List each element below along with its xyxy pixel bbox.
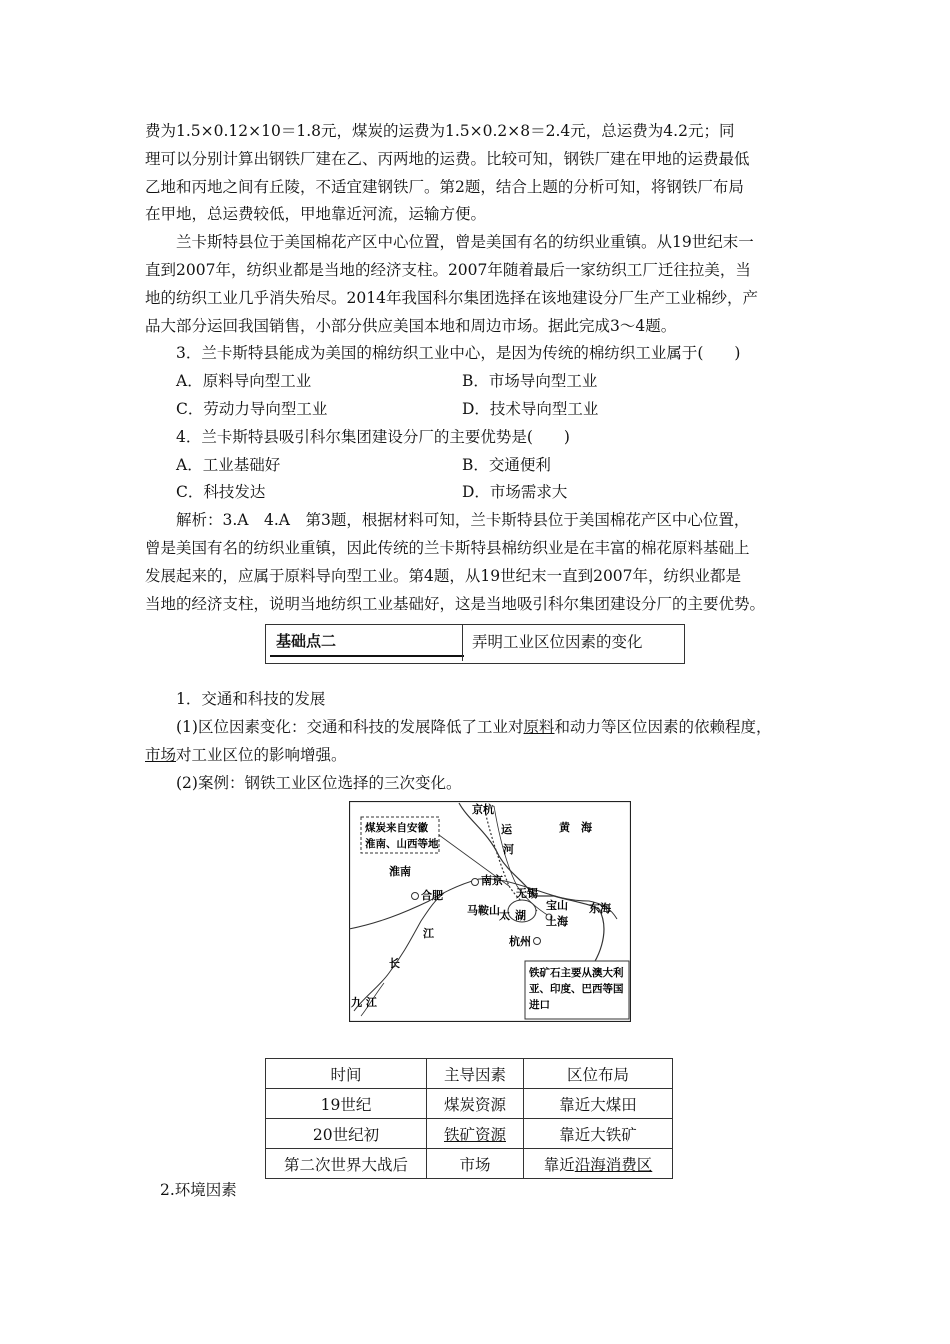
table-cell: 靠近大煤田 bbox=[524, 1089, 673, 1119]
coal-box-line2: 淮南、山西等地 bbox=[365, 838, 439, 850]
label-tai: 太 bbox=[499, 909, 510, 922]
question-4-options-row2 bbox=[145, 479, 805, 507]
label-donghai: 东海 bbox=[589, 902, 611, 915]
label-he: 河 bbox=[503, 843, 514, 856]
paragraph-line: 品大部分运回我国销售，小部分供应美国本地和周边市场。据此完成3～4题。 bbox=[145, 316, 677, 335]
analysis-line: 发展起来的，应属于原料导向型工业。第4题，从19世纪末一直到2007年，纺织业都是 bbox=[145, 566, 742, 585]
label-hu: 湖 bbox=[515, 909, 526, 922]
analysis-line: 当地的经济支柱，说明当地纺织工业基础好，这是当地吸引科尔集团建设分厂的主要优势。 bbox=[145, 594, 766, 613]
table-cell bbox=[524, 1149, 673, 1179]
section-divider bbox=[462, 625, 463, 661]
point-1-sub1-cont bbox=[145, 742, 805, 770]
point-1-title: 1．交通和科技的发展 bbox=[176, 690, 326, 709]
label-jinghang: 京杭 bbox=[472, 803, 494, 816]
section-label: 基础点二 bbox=[270, 629, 464, 657]
text: 对工业区位的影响增强。 bbox=[176, 745, 347, 764]
label-jiang: 江 bbox=[423, 927, 434, 940]
label-wuxi: 无锡 bbox=[516, 887, 538, 900]
header-cell: 区位布局 bbox=[524, 1059, 673, 1089]
point-1-sub1 bbox=[145, 714, 805, 742]
header-cell: 主导因素 bbox=[427, 1059, 524, 1089]
label-maanshan: 马鞍山 bbox=[467, 904, 500, 917]
table-cell: 市场 bbox=[427, 1149, 524, 1179]
table-row bbox=[266, 1089, 673, 1119]
steel-industry-map bbox=[349, 801, 631, 1022]
paragraph-line: 直到2007年，纺织业都是当地的经济支柱。2007年随着最后一家纺织工厂迁往拉美，当 bbox=[145, 260, 751, 279]
label-nanjing: 南京 bbox=[481, 874, 503, 887]
table-header-row bbox=[266, 1059, 673, 1089]
label-yun: 运 bbox=[501, 823, 512, 836]
point-2-title: 2.环境因素 bbox=[160, 1181, 237, 1199]
section-title: 弄明工业区位因素的变化 bbox=[472, 633, 643, 652]
city-hangzhou-marker bbox=[534, 938, 541, 945]
paragraph-line: 兰卡斯特县位于美国棉花产区中心位置，曾是美国有名的纺织业重镇。从19世纪末一 bbox=[176, 233, 754, 252]
paragraph-line: 费为1.5×0.12×10＝1.8元，煤炭的运费为1.5×0.2×8＝2.4元，总运费为4.2元；同 bbox=[145, 122, 735, 140]
label-baoshan: 宝山 bbox=[546, 899, 568, 912]
question-3-stem: 3．兰卡斯特县能成为美国的棉纺织工业中心，是因为传统的棉纺织工业属于( ) bbox=[176, 344, 741, 363]
city-hefei-marker bbox=[412, 893, 419, 900]
underlined-term: 沿海消费区 bbox=[574, 1155, 653, 1174]
question-4-stem: 4．兰卡斯特县吸引科尔集团建设分厂的主要优势是( ) bbox=[176, 427, 570, 446]
city-nanjing-marker bbox=[472, 879, 479, 886]
ore-box-line2: 亚、印度、巴西等国 bbox=[529, 983, 624, 995]
table-cell: 铁矿资源 bbox=[427, 1119, 524, 1149]
label-hangzhou: 杭州 bbox=[509, 935, 531, 948]
ore-box-line3: 进口 bbox=[529, 999, 550, 1011]
option-b: B．市场导向型工业 bbox=[462, 372, 598, 391]
header-cell: 时间 bbox=[266, 1059, 427, 1089]
label-chang: 长 bbox=[389, 957, 400, 970]
question-4-options-row1 bbox=[145, 452, 805, 480]
table-row bbox=[266, 1149, 673, 1179]
underlined-term: 原料 bbox=[523, 718, 555, 737]
label-jiujiang: 九 江 bbox=[351, 996, 377, 1009]
label-huainan: 淮南 bbox=[389, 865, 411, 878]
document-body bbox=[145, 118, 805, 798]
table-cell: 19世纪 bbox=[266, 1089, 427, 1119]
section-header bbox=[265, 624, 685, 664]
ore-box-line1: 铁矿石主要从澳大利 bbox=[529, 967, 624, 979]
question-3-options-row2 bbox=[145, 396, 805, 424]
paragraph-line: 理可以分别计算出钢铁厂建在乙、丙两地的运费。比较可知，钢铁厂建在甲地的运费最低 bbox=[145, 149, 750, 168]
point-1-sub2: (2)案例：钢铁工业区位选择的三次变化。 bbox=[176, 773, 462, 792]
underlined-term: 市场 bbox=[145, 745, 177, 764]
text: (1)区位因素变化：交通和科技的发展降低了工业对 bbox=[176, 718, 524, 737]
text: 和动力等区位因素的依赖程度， bbox=[554, 718, 772, 737]
option-b: B．交通便利 bbox=[462, 455, 551, 474]
analysis-line: 解析：3.A 4.A 第3题，根据材料可知，兰卡斯特县位于美国棉花产区中心位置， bbox=[176, 511, 750, 530]
option-c: C．劳动力导向型工业 bbox=[176, 399, 328, 418]
option-a: A．原料导向型工业 bbox=[176, 372, 312, 391]
analysis-line: 曾是美国有名的纺织业重镇，因此传统的兰卡斯特县棉纺织业是在丰富的棉花原料基础上 bbox=[145, 538, 750, 557]
label-hefei: 合肥 bbox=[421, 889, 443, 902]
coal-box-line1: 煤炭来自安徽 bbox=[365, 822, 428, 834]
table-cell: 20世纪初 bbox=[266, 1119, 427, 1149]
label-shanghai: 上海 bbox=[546, 915, 568, 928]
table-cell: 靠近大铁矿 bbox=[524, 1119, 673, 1149]
label-huanghai: 黄 海 bbox=[559, 821, 592, 834]
paragraph-line: 地的纺织工业几乎消失殆尽。2014年我国科尔集团选择在该地建设分厂生产工业棉纱，产 bbox=[145, 288, 758, 307]
table-cell: 煤炭资源 bbox=[427, 1089, 524, 1119]
text: 靠近 bbox=[543, 1155, 575, 1174]
paragraph-line: 乙地和丙地之间有丘陵，不适宜建钢铁厂。第2题，结合上题的分析可知，将钢铁厂布局 bbox=[145, 177, 744, 196]
table-cell: 第二次世界大战后 bbox=[266, 1149, 427, 1179]
location-change-table bbox=[265, 1058, 673, 1179]
option-a: A．工业基础好 bbox=[176, 455, 281, 474]
option-c: C．科技发达 bbox=[176, 483, 266, 502]
table-row bbox=[266, 1119, 673, 1149]
option-d: D．市场需求大 bbox=[462, 483, 568, 502]
question-3-options-row1 bbox=[145, 368, 805, 396]
option-d: D．技术导向型工业 bbox=[462, 399, 599, 418]
paragraph-line: 在甲地，总运费较低，甲地靠近河流，运输方便。 bbox=[145, 205, 487, 224]
